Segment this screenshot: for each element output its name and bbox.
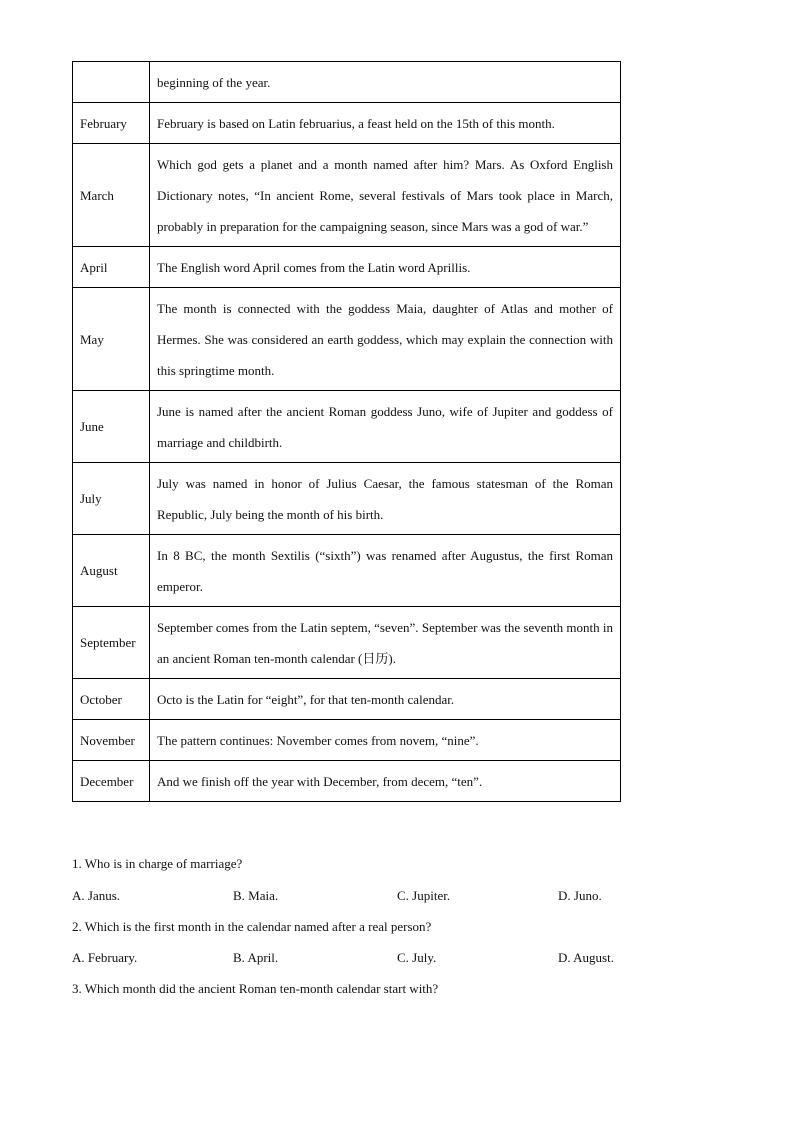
description-cell: beginning of the year. [150,62,621,103]
table-row [73,62,621,103]
description-cell: Octo is the Latin for “eight”, for that ten-month calendar. [150,679,621,720]
question-1-option-c: C. Jupiter. [397,888,451,903]
question-1-option-a: A. Janus. [72,888,121,903]
table-row [73,463,621,535]
month-cell: February [73,103,150,144]
month-cell: November [73,720,150,761]
table-row [73,288,621,391]
month-cell: May [73,288,150,391]
description-cell: And we finish off the year with December, from decem, “ten”. [150,761,621,802]
month-cell: December [73,761,150,802]
table-row [73,535,621,607]
question-1-option-b: B. Maia. [233,888,279,903]
question-3: 3. Which month did the ancient Roman ten-month calendar start with? [72,981,439,996]
month-cell: July [73,463,150,535]
table-row [73,607,621,679]
description-cell: June is named after the ancient Roman goddess Juno, wife of Jupiter and goddess of marriage and childbirth. [150,391,621,463]
month-cell [73,62,150,103]
month-cell: September [73,607,150,679]
table-row [73,679,621,720]
table-row [73,720,621,761]
month-cell: April [73,247,150,288]
description-cell: The month is connected with the goddess Maia, daughter of Atlas and mother of Hermes. She was considered an earth goddess, which may explain the connection with this springtime month. [150,288,621,391]
table-row [73,103,621,144]
table-row [73,144,621,247]
question-1: 1. Who is in charge of marriage? [72,856,243,871]
months-origin-table [72,61,621,802]
month-cell: August [73,535,150,607]
description-cell: Which god gets a planet and a month named after him? Mars. As Oxford English Dictionary notes, “In ancient Rome, several festivals of Mars took place in March, probably in preparation for the campaigning season, since Mars was a god of war.” [150,144,621,247]
table-row [73,391,621,463]
month-cell: October [73,679,150,720]
description-cell: In 8 BC, the month Sextilis (“sixth”) was renamed after Augustus, the first Roman emperor. [150,535,621,607]
question-1-option-d: D. Juno. [558,888,602,903]
description-cell: July was named in honor of Julius Caesar, the famous statesman of the Roman Republic, July being the month of his birth. [150,463,621,535]
table-row [73,761,621,802]
table-row [73,247,621,288]
question-2-option-b: B. April. [233,950,279,965]
month-cell: March [73,144,150,247]
description-cell: The pattern continues: November comes from novem, “nine”. [150,720,621,761]
description-cell: The English word April comes from the Latin word Aprillis. [150,247,621,288]
description-cell: February is based on Latin februarius, a feast held on the 15th of this month. [150,103,621,144]
question-2: 2. Which is the first month in the calendar named after a real person? [72,919,432,934]
question-2-option-d: D. August. [558,950,614,965]
question-2-option-c: C. July. [397,950,437,965]
question-2-option-a: A. February. [72,950,138,965]
description-cell: September comes from the Latin septem, “seven”. September was the seventh month in an ancient Roman ten-month calendar (日历). [150,607,621,679]
month-cell: June [73,391,150,463]
